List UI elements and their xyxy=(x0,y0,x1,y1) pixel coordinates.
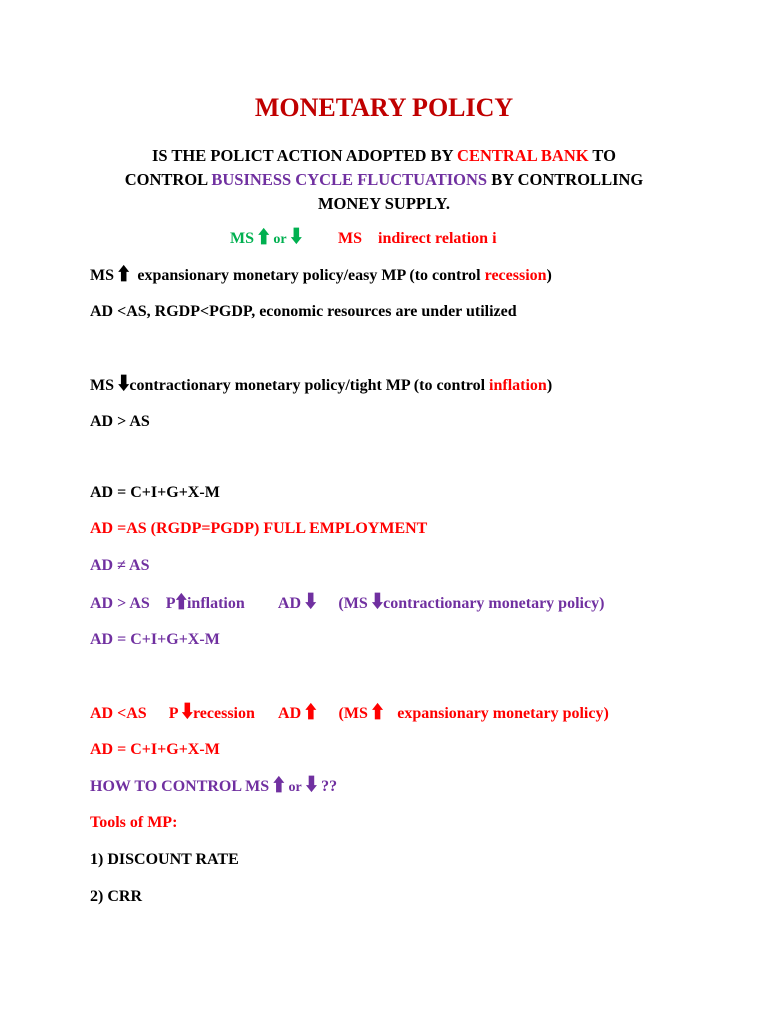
tool-item-2: 2) CRR xyxy=(90,888,142,905)
tool-item-1: 1) DISCOUNT RATE xyxy=(90,851,239,868)
arrow-down-icon: 🠳 xyxy=(371,593,384,612)
arrow-down-icon: 🠳 xyxy=(181,703,193,722)
under-utilized-line: AD <AS, RGDP<PGDP, economic resources are under utilized xyxy=(90,303,517,320)
intro-line-3: MONEY SUPPLY. xyxy=(317,194,451,213)
intro-paragraph xyxy=(90,144,678,216)
arrow-up-icon: 🠱 xyxy=(305,703,317,722)
central-bank-text: CENTRAL BANK xyxy=(457,146,589,165)
arrow-up-icon: 🠱 xyxy=(175,593,187,612)
ad-equation-line-3: AD = C+I+G+X-M xyxy=(90,741,220,758)
arrow-up-icon: 🠱 xyxy=(371,703,384,722)
arrow-down-icon: 🠳 xyxy=(118,375,130,394)
how-to-control-line: HOW TO CONTROL MS 🠱 or 🠳 ?? xyxy=(90,776,338,795)
ad-equation-line-2: AD = C+I+G+X-M xyxy=(90,631,220,648)
page-title: MONETARY POLICY xyxy=(254,93,514,122)
arrow-down-icon: 🠳 xyxy=(290,228,302,247)
expansionary-line: MS 🠱 expansionary monetary policy/easy MP (to control recession) xyxy=(90,265,552,284)
contractionary-line: MS 🠳contractionary monetary policy/tight MP (to control inflation) xyxy=(90,375,553,394)
ad-equation-line: AD = C+I+G+X-M xyxy=(90,484,220,501)
recession-line: AD <AS P 🠳recession AD 🠱 (MS 🠱 expansionary monetary policy) xyxy=(90,703,609,722)
arrow-down-icon: 🠳 xyxy=(305,776,318,795)
intro-line-2: CONTROL BUSINESS CYCLE FLUCTUATIONS BY CONTROLLING xyxy=(124,170,644,189)
tools-heading: Tools of MP: xyxy=(90,814,178,831)
inflation-line: AD > AS P🠱inflation AD 🠳 (MS 🠳contractionary monetary policy) xyxy=(90,593,605,612)
ad-greater-as-line: AD > AS xyxy=(90,413,150,430)
arrow-up-icon: 🠱 xyxy=(118,265,130,284)
relation-line: MS 🠱 or 🠳 MS indirect relation i xyxy=(230,228,497,247)
arrow-up-icon: 🠱 xyxy=(258,228,270,247)
arrow-down-icon: 🠳 xyxy=(305,593,317,612)
ad-not-equal-as-line: AD ≠ AS xyxy=(90,557,150,574)
arrow-up-icon: 🠱 xyxy=(273,776,285,795)
business-cycle-text: BUSINESS CYCLE FLUCTUATIONS xyxy=(211,170,488,189)
intro-line-1: IS THE POLICT ACTION ADOPTED BY CENTRAL BANK TO xyxy=(152,146,616,165)
full-employment-line: AD =AS (RGDP=PGDP) FULL EMPLOYMENT xyxy=(90,520,428,537)
